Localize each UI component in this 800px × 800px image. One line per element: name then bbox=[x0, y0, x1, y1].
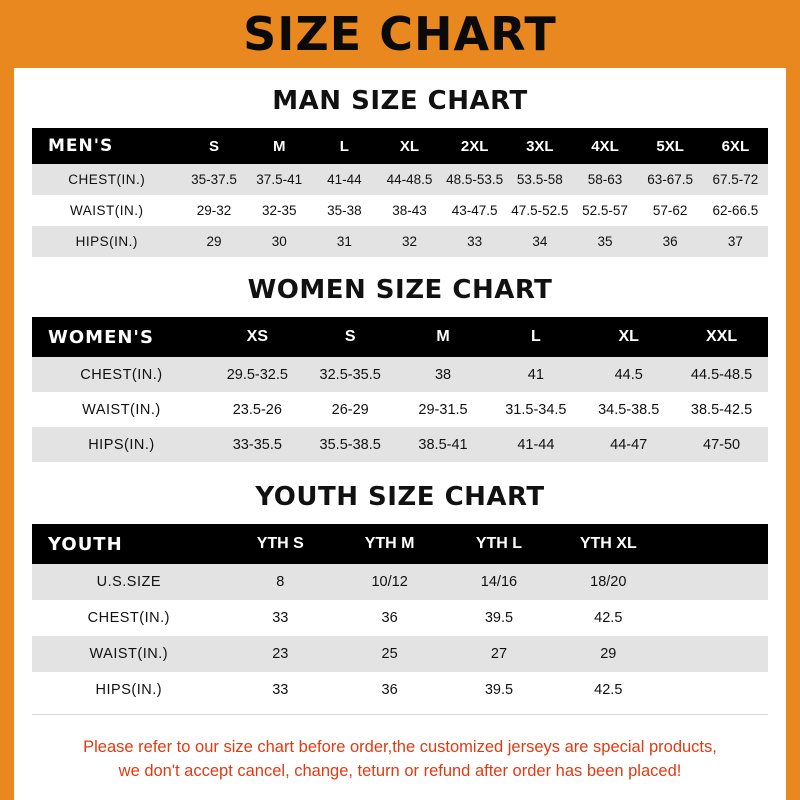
women-col-l: L bbox=[530, 328, 541, 345]
youth-hips-l: 39.5 bbox=[484, 682, 514, 698]
women-waist-l: 31.5-34.5 bbox=[505, 401, 567, 418]
youth-chest-s: 33 bbox=[272, 610, 289, 626]
men-waist-s: 29-32 bbox=[196, 203, 232, 218]
footer-note-line1: Please refer to our size chart before order,the customized jerseys are special products, bbox=[83, 738, 717, 757]
men-table-body bbox=[32, 164, 768, 257]
table-row bbox=[32, 392, 768, 427]
men-waist-6xl: 62-66.5 bbox=[712, 203, 759, 218]
men-col-2xl: 2XL bbox=[460, 137, 489, 155]
women-table-head bbox=[32, 317, 768, 357]
women-header-row bbox=[32, 317, 768, 357]
table-row bbox=[32, 357, 768, 392]
men-hips-xl: 32 bbox=[402, 234, 418, 249]
youth-col-xl: YTH XL bbox=[579, 535, 637, 552]
youth-table-head bbox=[32, 524, 768, 564]
men-col-s: S bbox=[209, 137, 220, 155]
women-table-body bbox=[32, 357, 768, 462]
women-row-hips-label: HIPS(IN.) bbox=[88, 436, 155, 453]
women-hips-m: 38.5-41 bbox=[418, 436, 468, 453]
men-waist-2xl: 43-47.5 bbox=[451, 203, 498, 218]
women-waist-xl: 34.5-38.5 bbox=[598, 401, 660, 418]
youth-col-s: YTH S bbox=[256, 535, 304, 552]
women-chest-m: 38 bbox=[434, 366, 452, 383]
women-hips-xxl: 47-50 bbox=[703, 436, 741, 453]
women-waist-s: 26-29 bbox=[331, 401, 369, 418]
youth-waist-m: 25 bbox=[381, 646, 398, 662]
men-hips-l: 31 bbox=[336, 234, 352, 249]
women-col-s: S bbox=[344, 328, 356, 345]
women-chest-xxl: 44.5-48.5 bbox=[690, 366, 753, 383]
youth-size-table bbox=[32, 524, 768, 708]
men-col-m: M bbox=[272, 137, 286, 155]
women-waist-m: 29-31.5 bbox=[418, 401, 468, 418]
youth-ussize-xl: 18/20 bbox=[590, 574, 627, 590]
men-size-table bbox=[32, 128, 768, 257]
women-waist-xs: 23.5-26 bbox=[232, 401, 282, 418]
men-chest-6xl: 67.5-72 bbox=[712, 172, 759, 187]
men-chest-s: 35-37.5 bbox=[191, 172, 237, 187]
women-row-chest-label: CHEST(IN.) bbox=[80, 366, 163, 383]
men-waist-l: 35-38 bbox=[327, 203, 362, 218]
youth-section-title: YOUTH SIZE CHART bbox=[255, 482, 545, 512]
men-row-hips-label: HIPS(IN.) bbox=[75, 234, 138, 249]
table-row bbox=[32, 564, 768, 600]
youth-row-hips-label: HIPS(IN.) bbox=[95, 682, 163, 698]
table-row bbox=[32, 164, 768, 195]
men-chest-2xl: 48.5-53.5 bbox=[446, 172, 504, 187]
youth-header-row bbox=[32, 524, 768, 564]
youth-waist-l: 27 bbox=[490, 646, 508, 662]
youth-hips-xl: 42.5 bbox=[594, 682, 623, 698]
women-chest-s: 32.5-35.5 bbox=[319, 366, 381, 383]
women-header-label: WOMEN'S bbox=[48, 326, 154, 348]
women-hips-s: 35.5-38.5 bbox=[319, 436, 381, 453]
men-header-row bbox=[32, 128, 768, 164]
men-hips-4xl: 35 bbox=[597, 234, 613, 249]
women-chest-l: 41 bbox=[527, 366, 544, 383]
men-row-waist-label: WAIST(IN.) bbox=[69, 203, 144, 218]
page-title: SIZE CHART bbox=[243, 7, 557, 61]
men-hips-5xl: 36 bbox=[662, 234, 678, 249]
women-col-xxl: XXL bbox=[706, 328, 738, 345]
footer-divider bbox=[32, 714, 768, 715]
men-col-6xl: 6XL bbox=[721, 137, 750, 155]
youth-col-spacer bbox=[663, 524, 768, 564]
men-chest-3xl: 53.5-58 bbox=[516, 172, 563, 187]
youth-header-label: YOUTH bbox=[48, 533, 123, 555]
women-row-waist-label: WAIST(IN.) bbox=[82, 401, 161, 418]
men-waist-m: 32-35 bbox=[261, 203, 297, 218]
men-hips-3xl: 34 bbox=[532, 234, 548, 249]
women-size-table bbox=[32, 317, 768, 462]
table-row bbox=[32, 226, 768, 257]
table-row bbox=[32, 636, 768, 672]
men-hips-s: 29 bbox=[206, 234, 222, 249]
men-chest-l: 41-44 bbox=[327, 172, 362, 187]
men-waist-4xl: 52.5-57 bbox=[582, 203, 628, 218]
men-hips-2xl: 33 bbox=[467, 234, 483, 249]
men-header-label: MEN'S bbox=[48, 136, 114, 156]
men-col-xl: XL bbox=[399, 137, 420, 155]
women-hips-xl: 44-47 bbox=[610, 436, 648, 453]
youth-ussize-l: 14/16 bbox=[480, 574, 518, 590]
men-hips-6xl: 37 bbox=[727, 234, 743, 249]
youth-row-chest-label: CHEST(IN.) bbox=[87, 610, 170, 626]
men-col-3xl: 3XL bbox=[526, 137, 554, 155]
youth-ussize-s: 8 bbox=[276, 574, 285, 590]
men-hips-m: 30 bbox=[271, 234, 287, 249]
youth-chest-m: 36 bbox=[381, 610, 398, 626]
women-chest-xl: 44.5 bbox=[614, 366, 643, 383]
youth-ussize-m: 10/12 bbox=[371, 574, 408, 590]
youth-hips-s: 33 bbox=[272, 682, 289, 698]
youth-chest-xl: 42.5 bbox=[594, 610, 623, 626]
youth-waist-xl: 29 bbox=[600, 646, 617, 662]
men-row-chest-label: CHEST(IN.) bbox=[68, 172, 146, 187]
women-waist-xxl: 38.5-42.5 bbox=[690, 401, 753, 418]
youth-chest-spacer bbox=[663, 600, 768, 636]
men-waist-3xl: 47.5-52.5 bbox=[511, 203, 569, 218]
content bbox=[14, 68, 786, 800]
table-row bbox=[32, 600, 768, 636]
women-col-xl: XL bbox=[618, 328, 639, 345]
youth-col-l: YTH L bbox=[475, 535, 523, 552]
table-row bbox=[32, 195, 768, 226]
table-row bbox=[32, 672, 768, 708]
men-col-4xl: 4XL bbox=[591, 137, 619, 155]
table-row bbox=[32, 427, 768, 462]
youth-hips-m: 36 bbox=[381, 682, 398, 698]
youth-col-m: YTH M bbox=[364, 535, 415, 552]
women-section-title: WOMEN SIZE CHART bbox=[247, 275, 553, 305]
men-chest-4xl: 58-63 bbox=[587, 172, 623, 187]
youth-waist-s: 23 bbox=[272, 646, 289, 662]
men-chest-xl: 44-48.5 bbox=[386, 172, 433, 187]
youth-table-body bbox=[32, 564, 768, 708]
footer-note bbox=[32, 726, 768, 800]
men-waist-xl: 38-43 bbox=[392, 203, 427, 218]
men-section-title: MAN SIZE CHART bbox=[272, 86, 528, 116]
banner bbox=[14, 0, 786, 68]
women-hips-xs: 33-35.5 bbox=[232, 436, 282, 453]
men-table-head bbox=[32, 128, 768, 164]
youth-row-waist-label: WAIST(IN.) bbox=[89, 646, 169, 662]
women-chest-xs: 29.5-32.5 bbox=[226, 366, 288, 383]
footer-note-line2: we don't accept cancel, change, teturn or refund after order has been placed! bbox=[118, 762, 682, 781]
youth-hips-spacer bbox=[663, 672, 768, 708]
men-chest-5xl: 63-67.5 bbox=[647, 172, 694, 187]
men-col-l: L bbox=[339, 137, 349, 155]
women-col-m: M bbox=[436, 328, 450, 345]
youth-row-ussize-label: U.S.SIZE bbox=[96, 574, 162, 590]
women-col-xs: XS bbox=[246, 328, 268, 345]
youth-ussize-spacer bbox=[663, 564, 768, 600]
youth-chest-l: 39.5 bbox=[484, 610, 514, 626]
men-chest-m: 37.5-41 bbox=[256, 172, 303, 187]
men-waist-5xl: 57-62 bbox=[652, 203, 688, 218]
youth-waist-spacer bbox=[663, 636, 768, 672]
women-hips-l: 41-44 bbox=[517, 436, 555, 453]
men-col-5xl: 5XL bbox=[656, 137, 684, 155]
